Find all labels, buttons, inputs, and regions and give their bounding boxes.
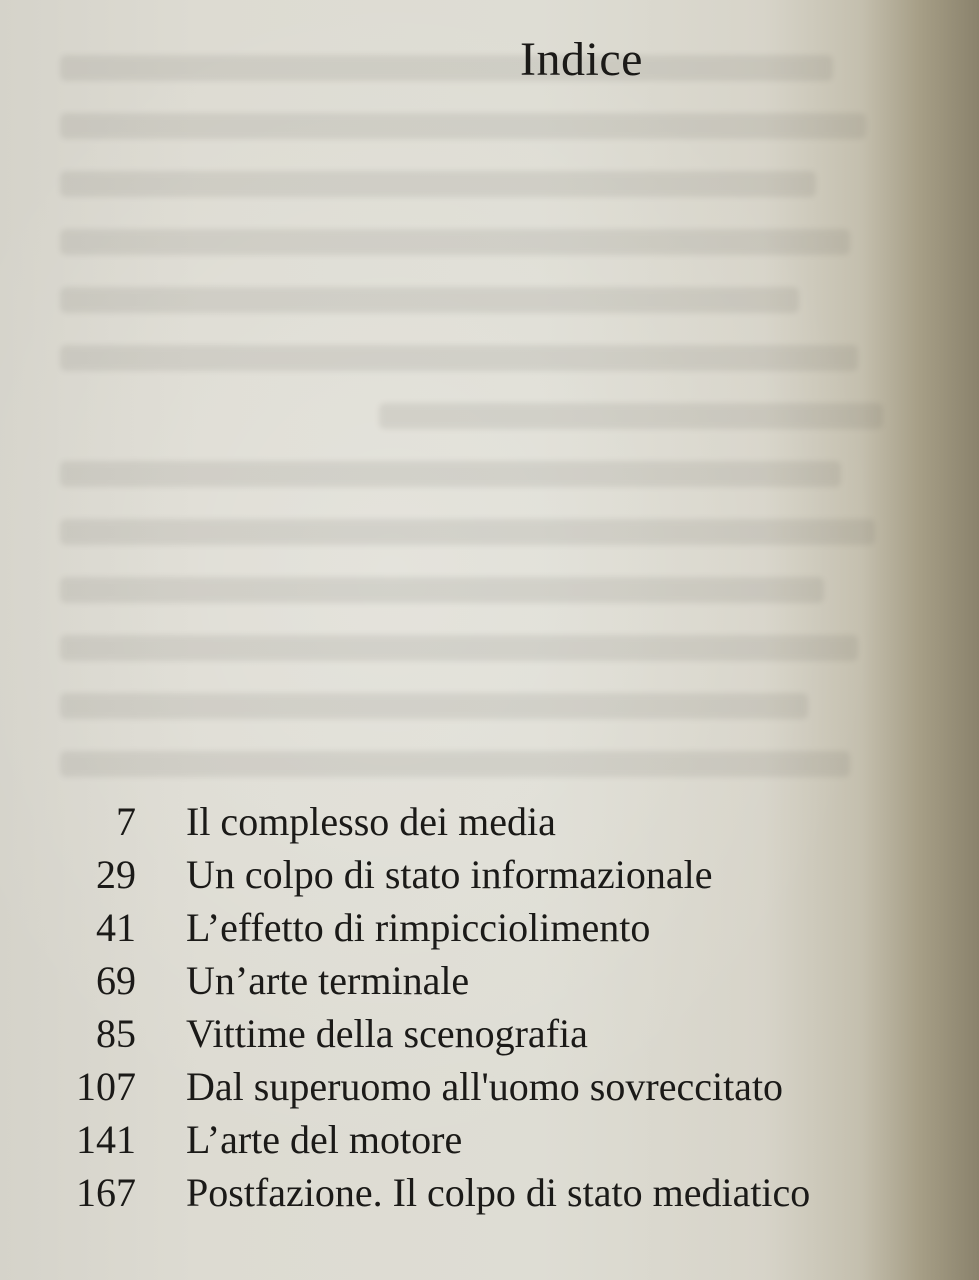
- table-of-contents: [40, 795, 970, 1219]
- toc-page-number: 107: [76, 1064, 136, 1109]
- toc-entry: [40, 1060, 970, 1113]
- toc-entry: [40, 848, 970, 901]
- toc-entry: [40, 1166, 970, 1219]
- page-title: Indice: [520, 33, 643, 86]
- toc-chapter-title: Il complesso dei media: [186, 799, 556, 844]
- toc-page-number: 85: [96, 1011, 136, 1056]
- toc-chapter-title: L’arte del motore: [186, 1117, 463, 1162]
- toc-entry: [40, 1007, 970, 1060]
- toc-entry: [40, 795, 970, 848]
- toc-chapter-title: Dal superuomo all'uomo sovreccitato: [186, 1064, 784, 1109]
- toc-page-number: 7: [116, 799, 136, 844]
- toc-page-number: 69: [96, 958, 136, 1003]
- toc-entry: [40, 901, 970, 954]
- toc-chapter-title: L’effetto di rimpicciolimento: [186, 905, 651, 950]
- toc-entry: [40, 954, 970, 1007]
- show-through-text: [60, 55, 900, 815]
- toc-entry: [40, 1113, 970, 1166]
- toc-page-number: 141: [76, 1117, 136, 1162]
- toc-chapter-title: Vittime della scenografia: [186, 1011, 588, 1056]
- toc-page-number: 41: [96, 905, 136, 950]
- toc-page-number: 167: [76, 1170, 136, 1215]
- toc-page-number: 29: [96, 852, 136, 897]
- toc-chapter-title: Un colpo di stato informazionale: [186, 852, 713, 897]
- toc-chapter-title: Postfazione. Il colpo di stato mediatico: [186, 1170, 811, 1215]
- toc-chapter-title: Un’arte terminale: [186, 958, 470, 1003]
